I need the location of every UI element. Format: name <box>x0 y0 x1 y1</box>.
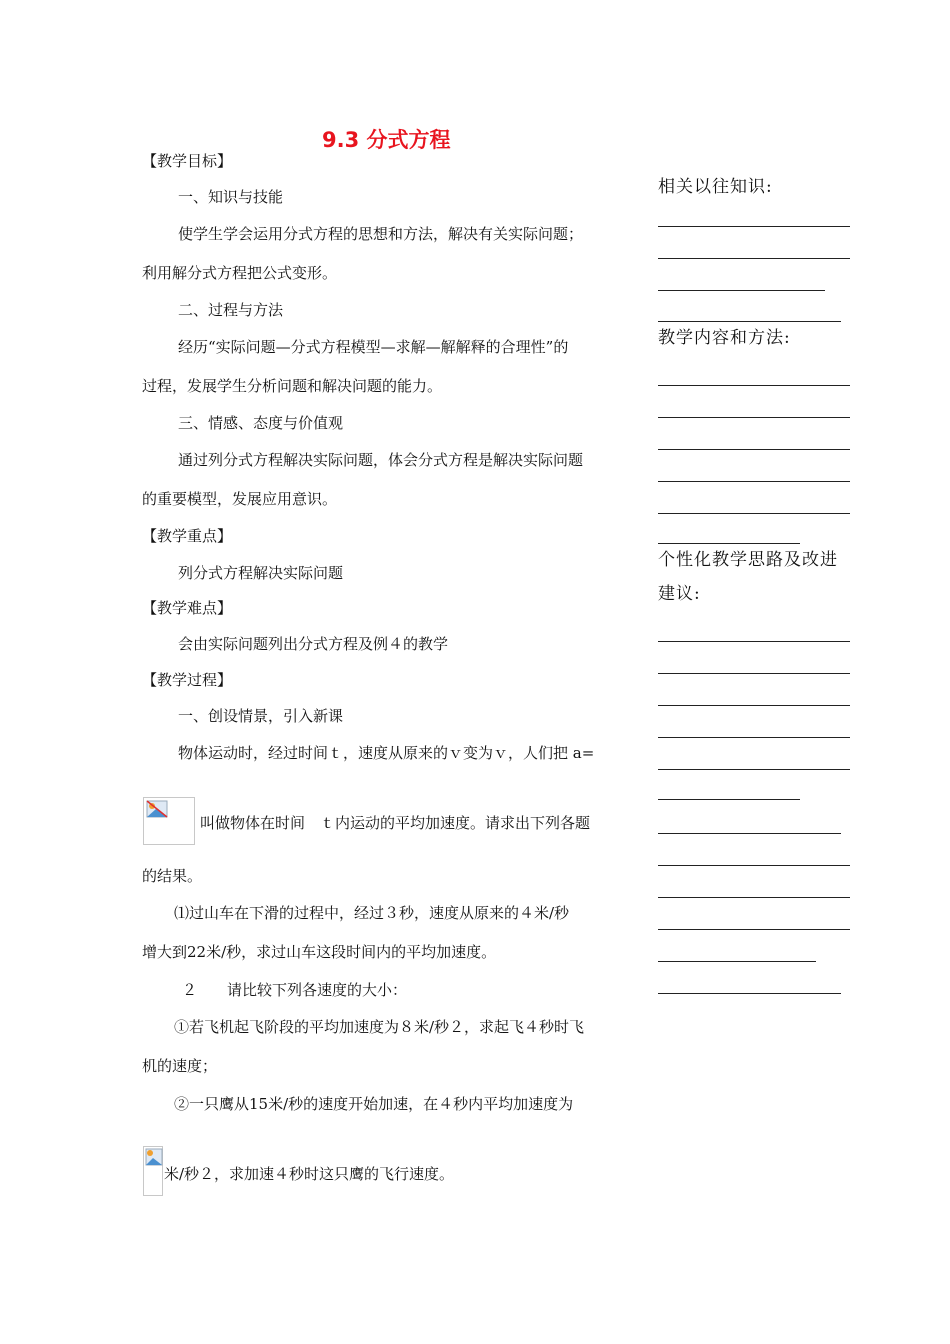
blank-line <box>658 833 841 834</box>
question-line: 米/秒２，求加速４秒时这只鹰的飞行速度。 <box>164 1165 455 1183</box>
blank-line <box>658 737 850 738</box>
difficulties-heading: 【教学难点】 <box>142 599 233 617</box>
section-heading: 一、创设情景，引入新课 <box>178 707 344 725</box>
question-line: ①若飞机起飞阶段的平均加速度为８米/秒２，求起飞４秒时飞 <box>174 1018 585 1036</box>
question-line: ②一只鹰从15米/秒的速度开始加速，在４秒内平均加速度为 <box>174 1095 574 1113</box>
blank-line <box>658 513 850 514</box>
blank-line <box>658 705 850 706</box>
section-heading: 二、过程与方法 <box>178 301 284 319</box>
blank-line <box>658 865 850 866</box>
paragraph-line: 叫做物体在时间 ｔ内运动的平均加速度。请求出下列各题 <box>200 814 591 832</box>
blank-line <box>658 543 800 544</box>
blank-line <box>658 290 825 291</box>
paragraph-line: 的结果。 <box>142 867 203 885</box>
sidebar-prior-knowledge-label: 相关以往知识: <box>658 177 773 197</box>
blank-line <box>658 673 850 674</box>
paragraph-line: 利用解分式方程把公式变形。 <box>142 264 338 282</box>
broken-image-icon <box>143 1146 163 1196</box>
sidebar-personalized-label: 个性化教学思路及改进 <box>658 550 838 570</box>
blank-line <box>658 993 841 994</box>
question-line: ２ 请比较下列各速度的大小： <box>182 981 408 999</box>
paragraph-line: 使学生学会运用分式方程的思想和方法，解决有关实际问题； <box>178 225 584 243</box>
blank-line <box>658 385 850 386</box>
paragraph-line: 的重要模型，发展应用意识。 <box>142 490 338 508</box>
blank-line <box>658 226 850 227</box>
sidebar-content-method-label: 教学内容和方法: <box>658 328 791 348</box>
section-heading: 一、知识与技能 <box>178 188 284 206</box>
blank-line <box>658 417 850 418</box>
question-line: 增大到22米/秒，求过山车这段时间内的平均加速度。 <box>142 943 497 961</box>
broken-image-icon <box>143 797 195 845</box>
blank-line <box>658 641 850 642</box>
blank-line <box>658 897 850 898</box>
blank-line <box>658 769 850 770</box>
paragraph-line: 过程，发展学生分析问题和解决问题的能力。 <box>142 377 443 395</box>
paragraph-line: 物体运动时，经过时间ｔ，速度从原来的ｖ变为ｖ，人们把 a= <box>178 744 595 762</box>
blank-line <box>658 929 850 930</box>
paragraph-line: 通过列分式方程解决实际问题，体会分式方程是解决实际问题 <box>178 451 584 469</box>
blank-line <box>658 799 800 800</box>
paragraph-line: 经历“实际问题—分式方程模型—求解—解解释的合理性”的 <box>178 338 569 356</box>
goals-heading: 【教学目标】 <box>142 152 233 170</box>
sidebar-personalized-label-line2: 建议: <box>658 584 701 604</box>
paragraph-line: 会由实际问题列出分式方程及例４的教学 <box>178 635 449 653</box>
blank-line <box>658 258 850 259</box>
blank-line <box>658 449 850 450</box>
question-line: 机的速度； <box>142 1057 218 1075</box>
process-heading: 【教学过程】 <box>142 671 233 689</box>
section-heading: 三、情感、态度与价值观 <box>178 414 344 432</box>
blank-line <box>658 481 850 482</box>
key-points-heading: 【教学重点】 <box>142 527 233 545</box>
paragraph-line: 列分式方程解决实际问题 <box>178 564 344 582</box>
page-title: 9.3 分式方程 <box>322 128 451 152</box>
blank-line <box>658 321 841 322</box>
blank-line <box>658 961 816 962</box>
question-line: ⑴过山车在下滑的过程中，经过３秒，速度从原来的４米/秒 <box>174 904 570 922</box>
